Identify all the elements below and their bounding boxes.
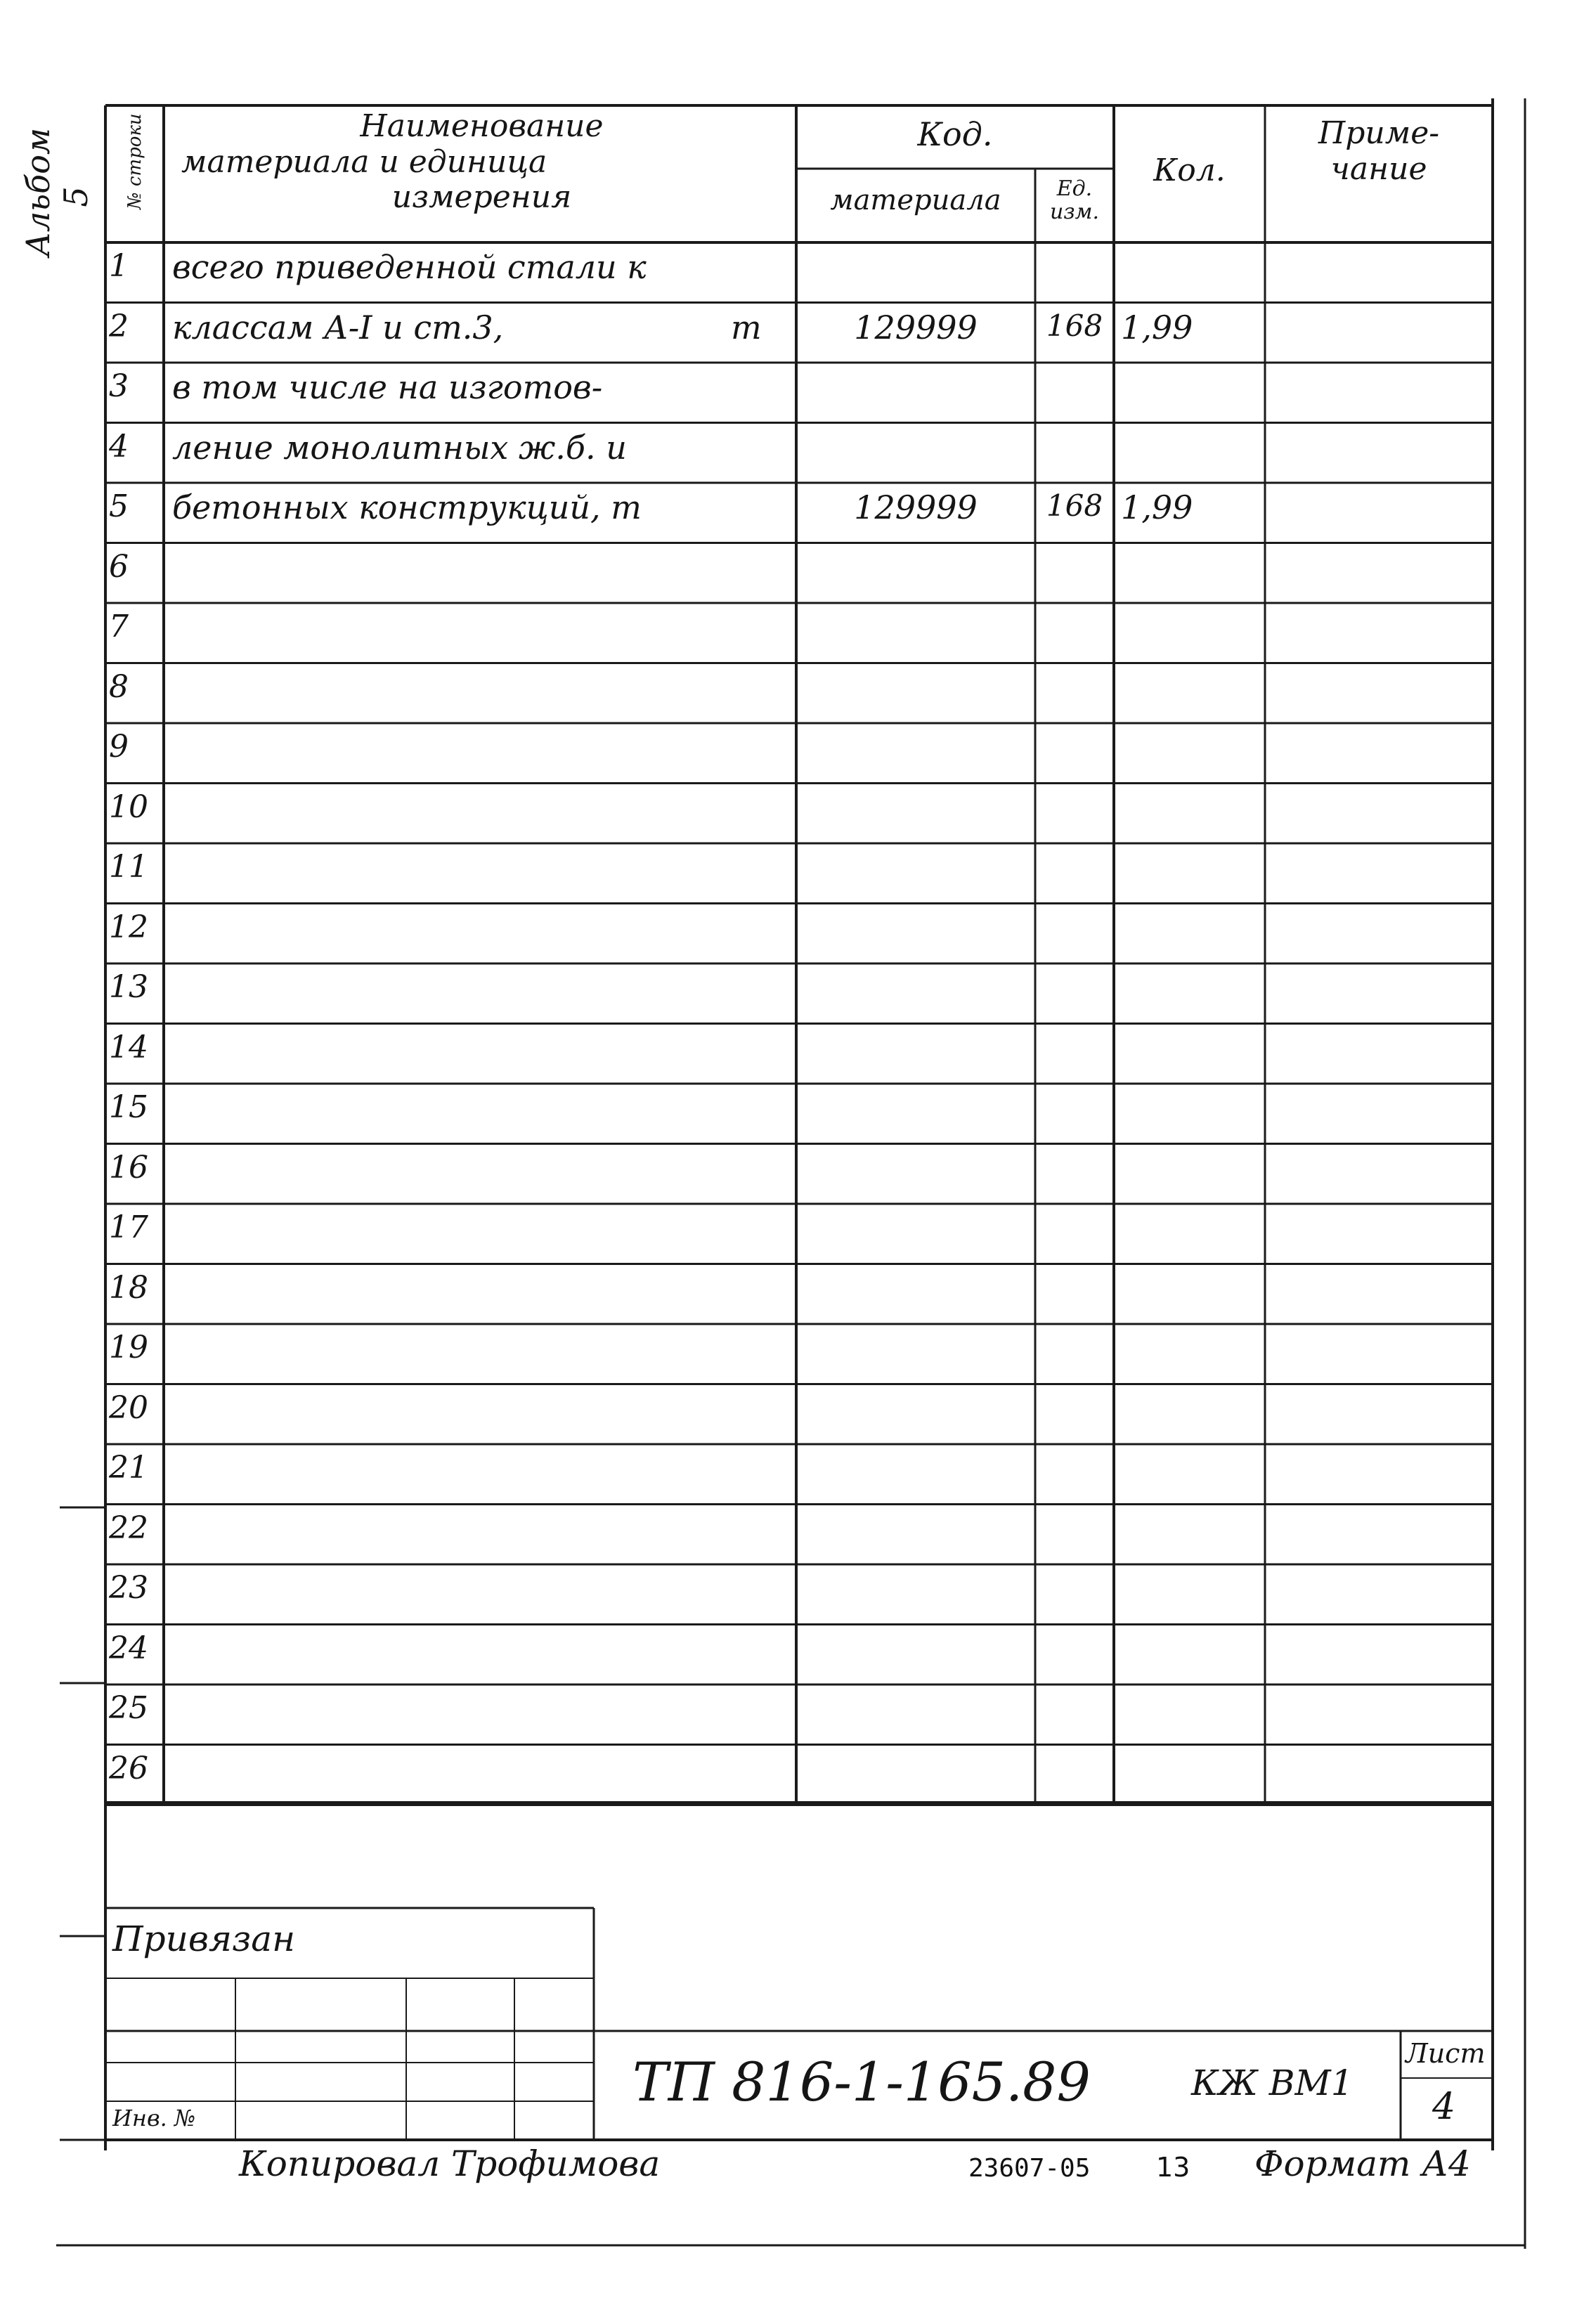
code-group-header: Код. bbox=[917, 115, 993, 153]
cell-n: 17 bbox=[109, 1209, 148, 1245]
table-row bbox=[0, 1084, 1577, 1144]
cell-n: 5 bbox=[109, 488, 129, 524]
table-row bbox=[0, 1444, 1577, 1505]
table-row bbox=[0, 1204, 1577, 1264]
cell-qty: 1,99 bbox=[1121, 488, 1193, 526]
cell-name: ление монолитных ж.б. и bbox=[172, 428, 627, 467]
cell-n: 15 bbox=[109, 1089, 148, 1125]
sheet-number: 4 bbox=[1432, 2086, 1456, 2128]
note-header bbox=[1265, 116, 1493, 187]
cell-name: всего приведенной стали к bbox=[172, 248, 647, 286]
table-row bbox=[0, 963, 1577, 1024]
cell-n: 6 bbox=[109, 548, 129, 585]
cell-n: 19 bbox=[109, 1330, 148, 1365]
cell-n: 26 bbox=[109, 1750, 148, 1786]
note-header-line-2: чание bbox=[1330, 150, 1427, 187]
cell-code: 129999 bbox=[854, 488, 978, 526]
cell-n: 14 bbox=[109, 1029, 148, 1065]
cell-n: 3 bbox=[109, 368, 129, 404]
table-row bbox=[0, 904, 1577, 964]
cell-n: 13 bbox=[109, 969, 148, 1005]
table-row bbox=[0, 1324, 1577, 1384]
cell-n: 16 bbox=[109, 1149, 148, 1186]
cell-name-unit: т bbox=[731, 308, 762, 346]
sheet-label: Лист bbox=[1406, 2038, 1486, 2069]
paper-format: Формат А4 bbox=[1254, 2143, 1471, 2184]
row-number-header: № строки bbox=[124, 113, 145, 209]
cell-n: 2 bbox=[109, 308, 129, 344]
table-row bbox=[0, 1564, 1577, 1625]
cell-n: 12 bbox=[109, 909, 148, 945]
qty-header: Кол. bbox=[1153, 152, 1226, 188]
code-material-header: материала bbox=[830, 184, 1001, 216]
cell-unit: 168 bbox=[1046, 308, 1103, 343]
table-row bbox=[0, 784, 1577, 844]
table-row bbox=[0, 1144, 1577, 1205]
table-row bbox=[0, 1024, 1577, 1084]
table-row bbox=[0, 1745, 1577, 1805]
album-side-label: Альбом 5 bbox=[19, 127, 95, 257]
table-row bbox=[0, 603, 1577, 663]
copied-by: Копировал Трофимова bbox=[239, 2143, 661, 2184]
table-row bbox=[0, 303, 1577, 363]
cell-n: 20 bbox=[109, 1389, 148, 1426]
cell-n: 25 bbox=[109, 1690, 148, 1726]
cell-n: 22 bbox=[109, 1510, 148, 1546]
cell-n: 8 bbox=[109, 668, 129, 705]
table-row bbox=[0, 1684, 1577, 1745]
table-row bbox=[0, 723, 1577, 784]
table-row bbox=[0, 242, 1577, 303]
name-column-header bbox=[167, 109, 796, 216]
cell-n: 11 bbox=[109, 849, 148, 885]
drawing-mark: КЖ ВМ1 bbox=[1191, 2063, 1354, 2103]
name-header-line-1: Наименование bbox=[360, 108, 604, 144]
document-code: ТП 816-1-165.89 bbox=[632, 2051, 1091, 2113]
table-row bbox=[0, 1625, 1577, 1685]
cell-n: 10 bbox=[109, 788, 148, 825]
name-header-line-2: материала и единица bbox=[181, 143, 547, 180]
cell-name: в том числе на изготов- bbox=[172, 368, 603, 406]
cell-n: 7 bbox=[109, 609, 129, 644]
cell-n: 1 bbox=[109, 248, 129, 284]
table-row bbox=[0, 363, 1577, 423]
cell-n: 4 bbox=[109, 428, 129, 465]
table-row bbox=[0, 843, 1577, 904]
table-row bbox=[0, 543, 1577, 604]
cell-n: 9 bbox=[109, 729, 129, 765]
cell-name: бетонных конструкций, т bbox=[172, 488, 642, 526]
order-sheet: 13 bbox=[1156, 2152, 1190, 2183]
code-unit-header: Ед. изм. bbox=[1049, 176, 1100, 224]
cell-n: 21 bbox=[109, 1450, 148, 1486]
privyazan-label: Привязан bbox=[112, 1919, 296, 1959]
table-row bbox=[0, 483, 1577, 543]
cell-n: 23 bbox=[109, 1570, 148, 1606]
note-header-line-1: Приме- bbox=[1318, 115, 1440, 151]
cell-name: классам А-I и ст.3, bbox=[172, 308, 504, 346]
table-row bbox=[0, 423, 1577, 483]
table-row bbox=[0, 1505, 1577, 1565]
inventory-number-label: Инв. № bbox=[112, 2105, 196, 2131]
table-row bbox=[0, 1384, 1577, 1445]
cell-n: 18 bbox=[109, 1269, 148, 1306]
cell-n: 24 bbox=[109, 1630, 148, 1666]
cell-unit: 168 bbox=[1046, 488, 1103, 523]
order-number: 23607-05 bbox=[968, 2154, 1091, 2183]
cell-qty: 1,99 bbox=[1121, 308, 1193, 346]
table-row bbox=[0, 1264, 1577, 1325]
cell-code: 129999 bbox=[854, 308, 978, 346]
table-row bbox=[0, 663, 1577, 724]
name-header-line-3: измерения bbox=[391, 179, 572, 216]
